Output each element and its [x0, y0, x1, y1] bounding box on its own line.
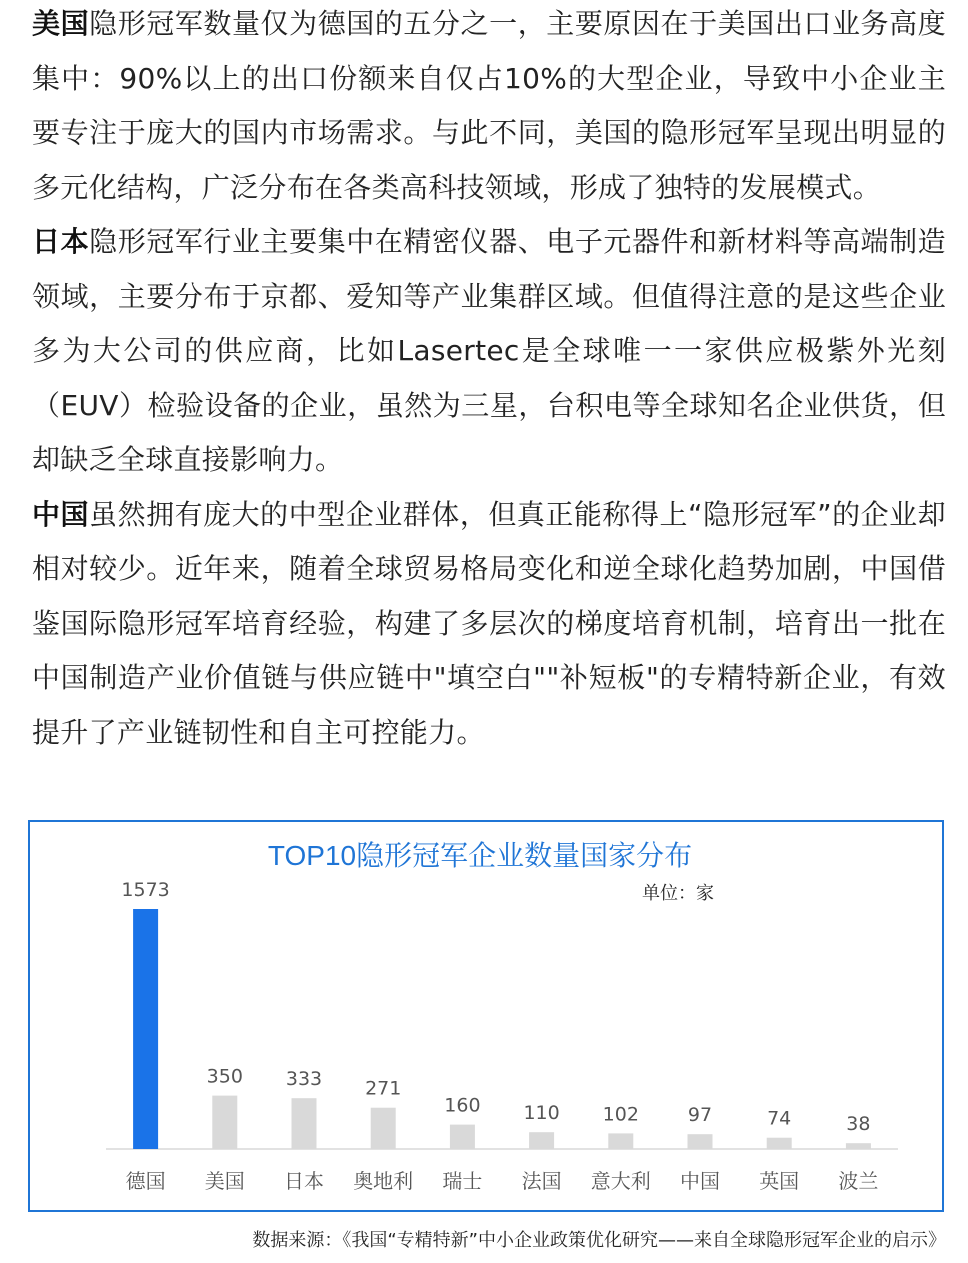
bar-value-label: 102	[602, 1103, 639, 1126]
paragraph-text: 隐形冠军行业主要集中在精密仪器、电子元器件和新材料等高端制造领域，主要分布于京都、爱知等产业集群区域。但值得注意的是这些企业多为大公司的供应商，比如Lasertec是全球唯一一家供应极紫外光刻（EUV）检验设备的企业，虽然为三星，台积电等全球知名企业供货，但却缺乏全球直接影响力。	[32, 225, 946, 476]
category-label: 中国	[680, 1169, 720, 1193]
category-label: 瑞士	[442, 1169, 483, 1193]
bar-value-label: 110	[523, 1102, 560, 1125]
category-label: 日本	[284, 1169, 324, 1193]
paragraph-text: 隐形冠军数量仅为德国的五分之一，主要原因在于美国出口业务高度集中：90%以上的出口份额来自仅占10%的大型企业，导致中小企业主要专注于庞大的国内市场需求。与此不同，美国的隐形冠军呈现出明显的多元化结构，广泛分布在各类高科技领域，形成了独特的发展模式。	[32, 7, 946, 204]
bar-value-label: 333	[285, 1068, 323, 1091]
paragraph-usa	[32, 0, 946, 215]
category-label: 英国	[759, 1169, 800, 1193]
paragraph-lead: 美国	[32, 7, 90, 40]
chart-container	[28, 820, 944, 1212]
chart-unit-label: 单位：家	[642, 883, 714, 904]
bar-value-label: 74	[767, 1107, 792, 1130]
article-body	[32, 0, 946, 760]
bar-6	[608, 1133, 633, 1149]
bar-2	[292, 1098, 317, 1149]
bar-value-label: 271	[365, 1077, 402, 1100]
bar-value-label: 160	[444, 1094, 481, 1117]
bar-9	[846, 1143, 871, 1149]
bar-4	[450, 1125, 475, 1149]
category-label: 德国	[125, 1169, 166, 1193]
bar-7	[688, 1134, 713, 1149]
bar-value-label: 97	[687, 1104, 713, 1127]
paragraph-lead: 日本	[32, 225, 90, 258]
category-label: 奥地利	[353, 1169, 414, 1193]
data-source-note: 数据来源：《我国“专精特新”中小企业政策优化研究——来自全球隐形冠军企业的启示》	[252, 1230, 946, 1251]
bar-8	[767, 1138, 792, 1149]
bar-value-label: 1573	[121, 879, 170, 901]
chart-title: TOP10隐形冠军企业数量国家分布	[267, 840, 693, 871]
bar-0	[133, 909, 158, 1149]
bars-group	[121, 879, 878, 1193]
category-label: 法国	[521, 1169, 562, 1193]
category-label: 意大利	[590, 1169, 651, 1193]
paragraph-text: 虽然拥有庞大的中型企业群体，但真正能称得上“隐形冠军”的企业却相对较少。近年来，随着全球贸易格局变化和逆全球化趋势加剧，中国借鉴国际隐形冠军培育经验，构建了多层次的梯度培育机制，培育出一批在中国制造产业价值链与供应链中"填空白""补短板"的专精特新企业，有效提升了产业链韧性和自主可控能力。	[32, 497, 946, 749]
bar-5	[529, 1132, 554, 1149]
category-label: 波兰	[838, 1169, 879, 1193]
bar-chart	[30, 822, 942, 1210]
paragraph-lead: 中国	[32, 497, 90, 531]
bar-value-label: 350	[206, 1065, 243, 1088]
paragraph-china	[32, 488, 946, 761]
paragraph-japan	[32, 215, 946, 488]
bar-3	[371, 1108, 396, 1149]
category-label: 美国	[204, 1169, 245, 1193]
bar-value-label: 38	[846, 1113, 871, 1136]
bar-1	[212, 1096, 237, 1149]
